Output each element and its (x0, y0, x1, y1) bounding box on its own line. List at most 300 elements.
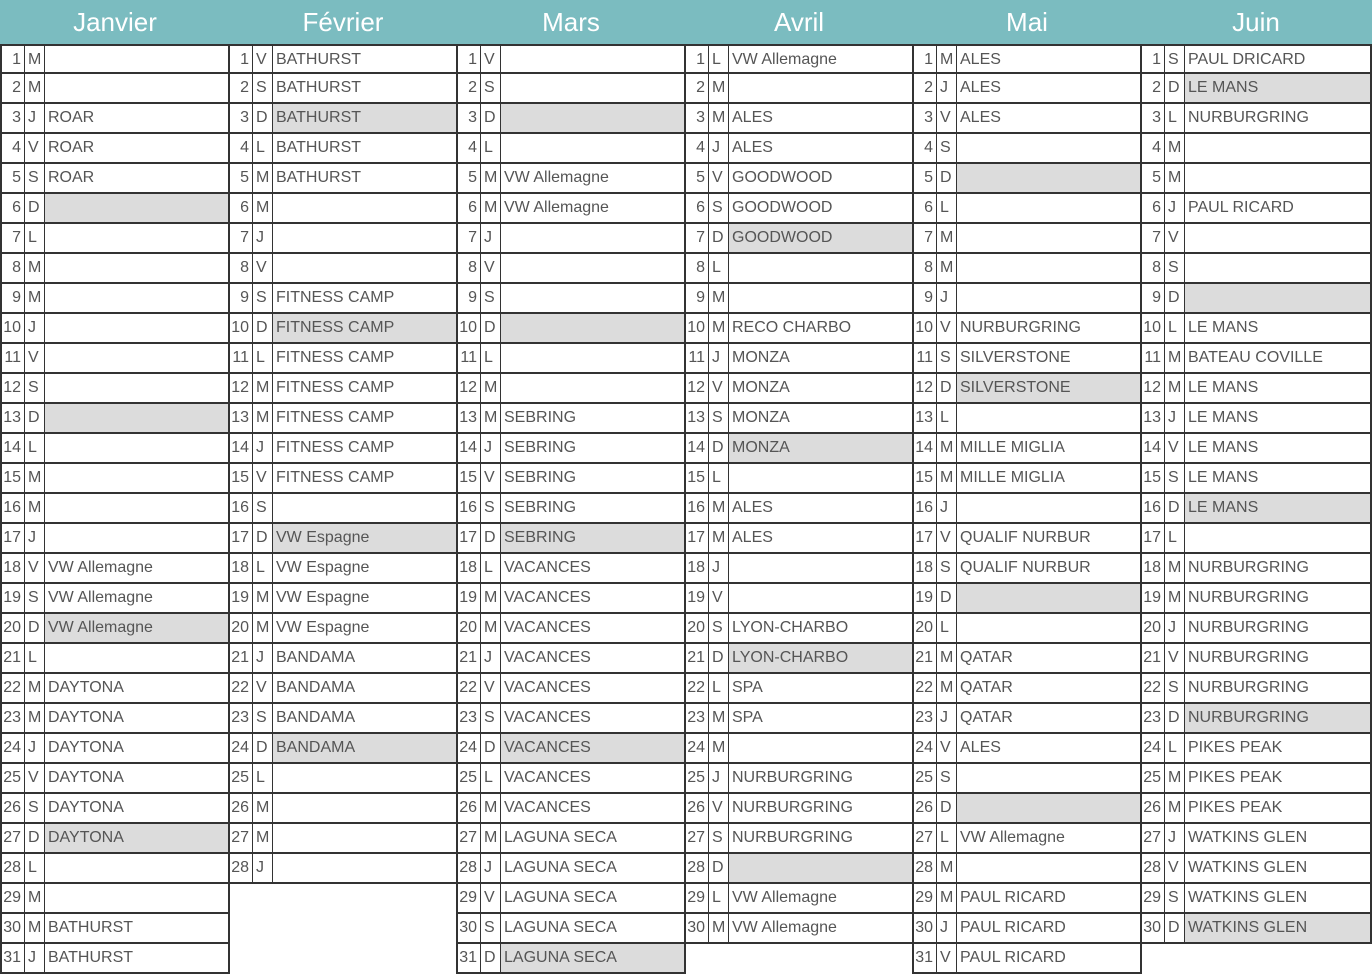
day-row[interactable] (684, 74, 914, 104)
day-row[interactable] (456, 404, 686, 434)
day-letter: D (481, 734, 501, 762)
day-row[interactable] (0, 164, 230, 194)
day-number: 7 (686, 224, 709, 252)
day-row[interactable] (912, 644, 1142, 674)
day-number: 26 (230, 794, 253, 822)
day-row[interactable] (456, 44, 686, 74)
day-number: 4 (914, 134, 937, 162)
event-label (45, 374, 228, 402)
event-label (729, 464, 912, 492)
day-row[interactable] (684, 44, 914, 74)
day-row[interactable] (1140, 914, 1372, 944)
day-row[interactable] (456, 434, 686, 464)
day-letter: L (709, 254, 729, 282)
day-row[interactable] (684, 824, 914, 854)
day-row[interactable] (228, 464, 458, 494)
day-row[interactable] (684, 764, 914, 794)
day-letter: M (253, 614, 273, 642)
day-row[interactable] (684, 524, 914, 554)
day-row[interactable] (228, 524, 458, 554)
day-row[interactable] (456, 134, 686, 164)
day-row[interactable] (684, 464, 914, 494)
day-row[interactable] (684, 704, 914, 734)
day-row[interactable] (912, 824, 1142, 854)
day-row[interactable] (0, 224, 230, 254)
day-letter: J (1165, 194, 1185, 222)
day-row[interactable] (912, 134, 1142, 164)
day-letter: J (481, 224, 501, 252)
day-letter: V (709, 794, 729, 822)
day-letter: V (709, 164, 729, 192)
day-letter: S (481, 704, 501, 732)
day-row[interactable] (684, 884, 914, 914)
day-number: 1 (1142, 46, 1165, 74)
day-row[interactable] (1140, 134, 1372, 164)
event-label: QUALIF NURBUR (960, 559, 1091, 576)
event-label (45, 74, 228, 102)
day-row[interactable] (912, 944, 1142, 974)
day-row[interactable] (228, 764, 458, 794)
day-row[interactable] (912, 44, 1142, 74)
day-row[interactable] (228, 284, 458, 314)
event-label: VACANCES (504, 799, 591, 816)
event-label: VACANCES (504, 649, 591, 666)
event-label: PIKES PEAK (1188, 799, 1283, 816)
day-row[interactable] (456, 74, 686, 104)
day-row[interactable] (684, 224, 914, 254)
day-row[interactable] (912, 494, 1142, 524)
day-row[interactable] (456, 494, 686, 524)
event-label: MONZA (732, 379, 790, 396)
day-row[interactable] (228, 44, 458, 74)
day-row[interactable] (684, 374, 914, 404)
day-row[interactable] (684, 854, 914, 884)
day-number: 18 (686, 554, 709, 582)
event-label (1185, 224, 1370, 252)
day-letter: M (937, 254, 957, 282)
day-row[interactable] (0, 764, 230, 794)
day-row[interactable] (912, 224, 1142, 254)
day-number: 17 (458, 524, 481, 552)
day-row[interactable] (228, 644, 458, 674)
day-row[interactable] (228, 74, 458, 104)
day-row[interactable] (912, 254, 1142, 284)
day-row[interactable] (228, 794, 458, 824)
day-row[interactable] (456, 104, 686, 134)
day-row[interactable] (912, 734, 1142, 764)
day-row[interactable] (912, 194, 1142, 224)
day-row[interactable] (228, 434, 458, 464)
day-row[interactable] (0, 644, 230, 674)
day-row[interactable] (228, 314, 458, 344)
event-label: BANDAMA (276, 649, 356, 666)
day-number: 20 (686, 614, 709, 642)
event-label (273, 824, 456, 852)
day-row[interactable] (456, 614, 686, 644)
day-row[interactable] (228, 194, 458, 224)
event-label: NURBURGRING (1188, 619, 1309, 636)
day-row[interactable] (684, 794, 914, 824)
day-row[interactable] (912, 374, 1142, 404)
day-row[interactable] (912, 794, 1142, 824)
day-row[interactable] (684, 614, 914, 644)
day-row[interactable] (456, 764, 686, 794)
day-row[interactable] (684, 164, 914, 194)
day-row[interactable] (1140, 434, 1372, 464)
day-row[interactable] (228, 134, 458, 164)
event-label (501, 104, 684, 132)
day-row[interactable] (0, 914, 230, 944)
day-row[interactable] (684, 434, 914, 464)
day-number: 2 (458, 74, 481, 102)
day-row[interactable] (228, 584, 458, 614)
day-number: 20 (1142, 614, 1165, 642)
day-row[interactable] (228, 404, 458, 434)
day-row[interactable] (0, 134, 230, 164)
event-label (957, 614, 1140, 642)
day-row[interactable] (456, 674, 686, 704)
day-letter: J (1165, 614, 1185, 642)
day-row[interactable] (456, 644, 686, 674)
day-row[interactable] (684, 674, 914, 704)
day-row[interactable] (228, 254, 458, 284)
day-row[interactable] (0, 344, 230, 374)
day-letter: M (1165, 764, 1185, 792)
day-row[interactable] (684, 494, 914, 524)
day-number: 2 (2, 74, 25, 102)
event-label: VW Espagne (273, 524, 456, 552)
day-letter: J (25, 104, 45, 132)
day-row[interactable] (0, 524, 230, 554)
day-number: 27 (1142, 824, 1165, 852)
day-row[interactable] (1140, 764, 1372, 794)
day-letter: J (253, 434, 273, 462)
day-row[interactable] (0, 284, 230, 314)
event-label: BATHURST (276, 79, 362, 96)
event-label (729, 254, 912, 282)
event-label: RECO CHARBO (732, 319, 852, 336)
day-row[interactable] (0, 584, 230, 614)
day-row[interactable] (684, 254, 914, 284)
event-label (45, 224, 228, 252)
day-row[interactable] (456, 164, 686, 194)
day-row[interactable] (0, 434, 230, 464)
day-row[interactable] (456, 314, 686, 344)
day-row[interactable] (1140, 74, 1372, 104)
event-label: VACANCES (501, 734, 684, 762)
day-number: 22 (1142, 674, 1165, 702)
day-row[interactable] (912, 674, 1142, 704)
day-row[interactable] (0, 884, 230, 914)
event-label (957, 224, 1140, 252)
event-label (273, 764, 456, 792)
event-label: SEBRING (501, 524, 684, 552)
day-row[interactable] (0, 314, 230, 344)
day-number: 4 (230, 134, 253, 162)
day-row[interactable] (1140, 794, 1372, 824)
day-row[interactable] (1140, 554, 1372, 584)
month-column-3 (684, 0, 914, 978)
day-row[interactable] (912, 284, 1142, 314)
day-row[interactable] (1140, 404, 1372, 434)
day-row[interactable] (1140, 614, 1372, 644)
day-number: 8 (914, 254, 937, 282)
day-letter: L (481, 554, 501, 582)
day-row[interactable] (0, 704, 230, 734)
day-letter: M (937, 46, 957, 74)
event-label: BATHURST (48, 919, 134, 936)
day-row[interactable] (912, 434, 1142, 464)
day-row[interactable] (912, 314, 1142, 344)
day-row[interactable] (912, 74, 1142, 104)
day-number: 12 (230, 374, 253, 402)
day-number: 29 (2, 884, 25, 912)
day-row[interactable] (684, 344, 914, 374)
day-row[interactable] (228, 494, 458, 524)
day-row[interactable] (456, 854, 686, 884)
day-row[interactable] (228, 164, 458, 194)
day-row[interactable] (0, 254, 230, 284)
day-letter: V (481, 254, 501, 282)
day-row[interactable] (684, 104, 914, 134)
day-letter: S (481, 284, 501, 312)
event-label (501, 344, 684, 372)
day-number: 22 (230, 674, 253, 702)
day-row[interactable] (0, 374, 230, 404)
event-label: DAYTONA (45, 824, 228, 852)
day-row[interactable] (456, 584, 686, 614)
day-row[interactable] (1140, 44, 1372, 74)
day-number: 27 (914, 824, 937, 852)
day-row[interactable] (0, 944, 230, 974)
day-row[interactable] (912, 344, 1142, 374)
day-number: 6 (686, 194, 709, 222)
day-row[interactable] (456, 734, 686, 764)
day-row[interactable] (912, 404, 1142, 434)
day-letter: L (25, 854, 45, 882)
day-row[interactable] (1140, 644, 1372, 674)
day-row[interactable] (228, 104, 458, 134)
day-number: 17 (1142, 524, 1165, 552)
day-row[interactable] (0, 794, 230, 824)
day-row[interactable] (0, 494, 230, 524)
event-label: LE MANS (1188, 469, 1259, 486)
day-row[interactable] (1140, 374, 1372, 404)
event-label: FITNESS CAMP (273, 314, 456, 342)
day-row[interactable] (912, 764, 1142, 794)
event-label: BATHURST (273, 104, 456, 132)
day-row[interactable] (1140, 224, 1372, 254)
day-row[interactable] (684, 134, 914, 164)
day-row[interactable] (228, 734, 458, 764)
day-number: 26 (458, 794, 481, 822)
day-letter: L (253, 134, 273, 162)
event-label: SPA (732, 679, 763, 696)
day-number: 16 (230, 494, 253, 522)
day-row[interactable] (1140, 464, 1372, 494)
day-row[interactable] (1140, 194, 1372, 224)
day-row[interactable] (456, 374, 686, 404)
day-row[interactable] (456, 794, 686, 824)
day-row[interactable] (0, 74, 230, 104)
day-row[interactable] (1140, 284, 1372, 314)
event-label: MILLE MIGLIA (960, 469, 1065, 486)
day-row[interactable] (456, 464, 686, 494)
event-label: NURBURGRING (732, 769, 853, 786)
event-label (1185, 254, 1370, 282)
day-row[interactable] (912, 584, 1142, 614)
day-row[interactable] (0, 464, 230, 494)
day-row[interactable] (1140, 314, 1372, 344)
day-number: 2 (914, 74, 937, 102)
day-row[interactable] (0, 614, 230, 644)
day-letter: L (709, 46, 729, 74)
day-number: 6 (1142, 194, 1165, 222)
day-row[interactable] (912, 704, 1142, 734)
day-number: 25 (230, 764, 253, 792)
day-row[interactable] (456, 914, 686, 944)
day-row[interactable] (228, 224, 458, 254)
day-number: 26 (2, 794, 25, 822)
event-label: VACANCES (504, 589, 591, 606)
day-number: 25 (686, 764, 709, 792)
day-row[interactable] (0, 194, 230, 224)
day-row[interactable] (1140, 854, 1372, 884)
day-row[interactable] (0, 44, 230, 74)
day-number: 4 (1142, 134, 1165, 162)
day-row[interactable] (228, 854, 458, 884)
day-row[interactable] (0, 404, 230, 434)
day-letter: D (937, 794, 957, 822)
day-row[interactable] (912, 884, 1142, 914)
day-row[interactable] (912, 464, 1142, 494)
day-row[interactable] (0, 854, 230, 884)
day-row[interactable] (912, 104, 1142, 134)
day-row[interactable] (1140, 884, 1372, 914)
day-number: 2 (686, 74, 709, 102)
day-row[interactable] (228, 344, 458, 374)
event-label: SEBRING (504, 469, 577, 486)
day-row[interactable] (456, 344, 686, 374)
day-row[interactable] (1140, 704, 1372, 734)
day-letter: J (709, 764, 729, 792)
day-row[interactable] (228, 614, 458, 644)
day-row[interactable] (228, 674, 458, 704)
day-letter: M (253, 794, 273, 822)
day-letter: D (481, 104, 501, 132)
day-row[interactable] (456, 194, 686, 224)
day-row[interactable] (912, 614, 1142, 644)
day-row[interactable] (0, 674, 230, 704)
month-days (1140, 44, 1372, 944)
day-row[interactable] (456, 554, 686, 584)
day-letter: D (25, 194, 45, 222)
day-letter: J (709, 134, 729, 162)
day-row[interactable] (228, 824, 458, 854)
event-label: LE MANS (1185, 74, 1370, 102)
event-label: NURBURGRING (732, 799, 853, 816)
day-row[interactable] (456, 944, 686, 974)
day-row[interactable] (228, 554, 458, 584)
day-letter: M (937, 644, 957, 672)
day-row[interactable] (1140, 344, 1372, 374)
day-letter: V (937, 524, 957, 552)
day-row[interactable] (456, 524, 686, 554)
day-letter: D (253, 314, 273, 342)
day-row[interactable] (0, 824, 230, 854)
day-row[interactable] (912, 914, 1142, 944)
day-row[interactable] (684, 914, 914, 944)
day-row[interactable] (912, 854, 1142, 884)
day-row[interactable] (1140, 104, 1372, 134)
event-label: ALES (960, 739, 1001, 756)
day-row[interactable] (684, 194, 914, 224)
day-row[interactable] (1140, 164, 1372, 194)
day-row[interactable] (1140, 494, 1372, 524)
event-label: NURBURGRING (1188, 649, 1309, 666)
day-letter: J (1165, 824, 1185, 852)
day-row[interactable] (228, 704, 458, 734)
day-row[interactable] (1140, 734, 1372, 764)
event-label: LAGUNA SECA (504, 889, 617, 906)
day-row[interactable] (1140, 824, 1372, 854)
event-label (45, 344, 228, 372)
day-row[interactable] (1140, 674, 1372, 704)
day-row[interactable] (0, 554, 230, 584)
day-row[interactable] (456, 224, 686, 254)
day-number: 30 (1142, 914, 1165, 942)
day-number: 14 (230, 434, 253, 462)
day-row[interactable] (1140, 254, 1372, 284)
day-number: 13 (2, 404, 25, 432)
day-number: 10 (914, 314, 937, 342)
day-number: 30 (686, 914, 709, 942)
day-row[interactable] (684, 314, 914, 344)
day-letter: M (253, 824, 273, 852)
day-row[interactable] (0, 104, 230, 134)
day-letter: M (709, 734, 729, 762)
day-row[interactable] (912, 554, 1142, 584)
day-row[interactable] (912, 164, 1142, 194)
day-row[interactable] (456, 284, 686, 314)
day-letter: M (25, 704, 45, 732)
day-letter: D (25, 404, 45, 432)
day-letter: D (1165, 74, 1185, 102)
event-label: FITNESS CAMP (276, 409, 395, 426)
event-label (501, 374, 684, 402)
day-letter: L (481, 764, 501, 792)
day-row[interactable] (1140, 524, 1372, 554)
day-row[interactable] (0, 734, 230, 764)
day-row[interactable] (456, 824, 686, 854)
event-label: BANDAMA (276, 679, 356, 696)
day-row[interactable] (456, 254, 686, 284)
day-row[interactable] (684, 554, 914, 584)
event-label: NURBURGRING (732, 829, 853, 846)
day-row[interactable] (456, 704, 686, 734)
day-row[interactable] (684, 644, 914, 674)
day-row[interactable] (1140, 584, 1372, 614)
event-label: LE MANS (1188, 439, 1259, 456)
day-row[interactable] (228, 374, 458, 404)
day-letter: L (937, 404, 957, 432)
day-row[interactable] (456, 884, 686, 914)
day-row[interactable] (684, 734, 914, 764)
day-row[interactable] (912, 524, 1142, 554)
day-row[interactable] (684, 284, 914, 314)
day-row[interactable] (684, 404, 914, 434)
day-row[interactable] (684, 584, 914, 614)
